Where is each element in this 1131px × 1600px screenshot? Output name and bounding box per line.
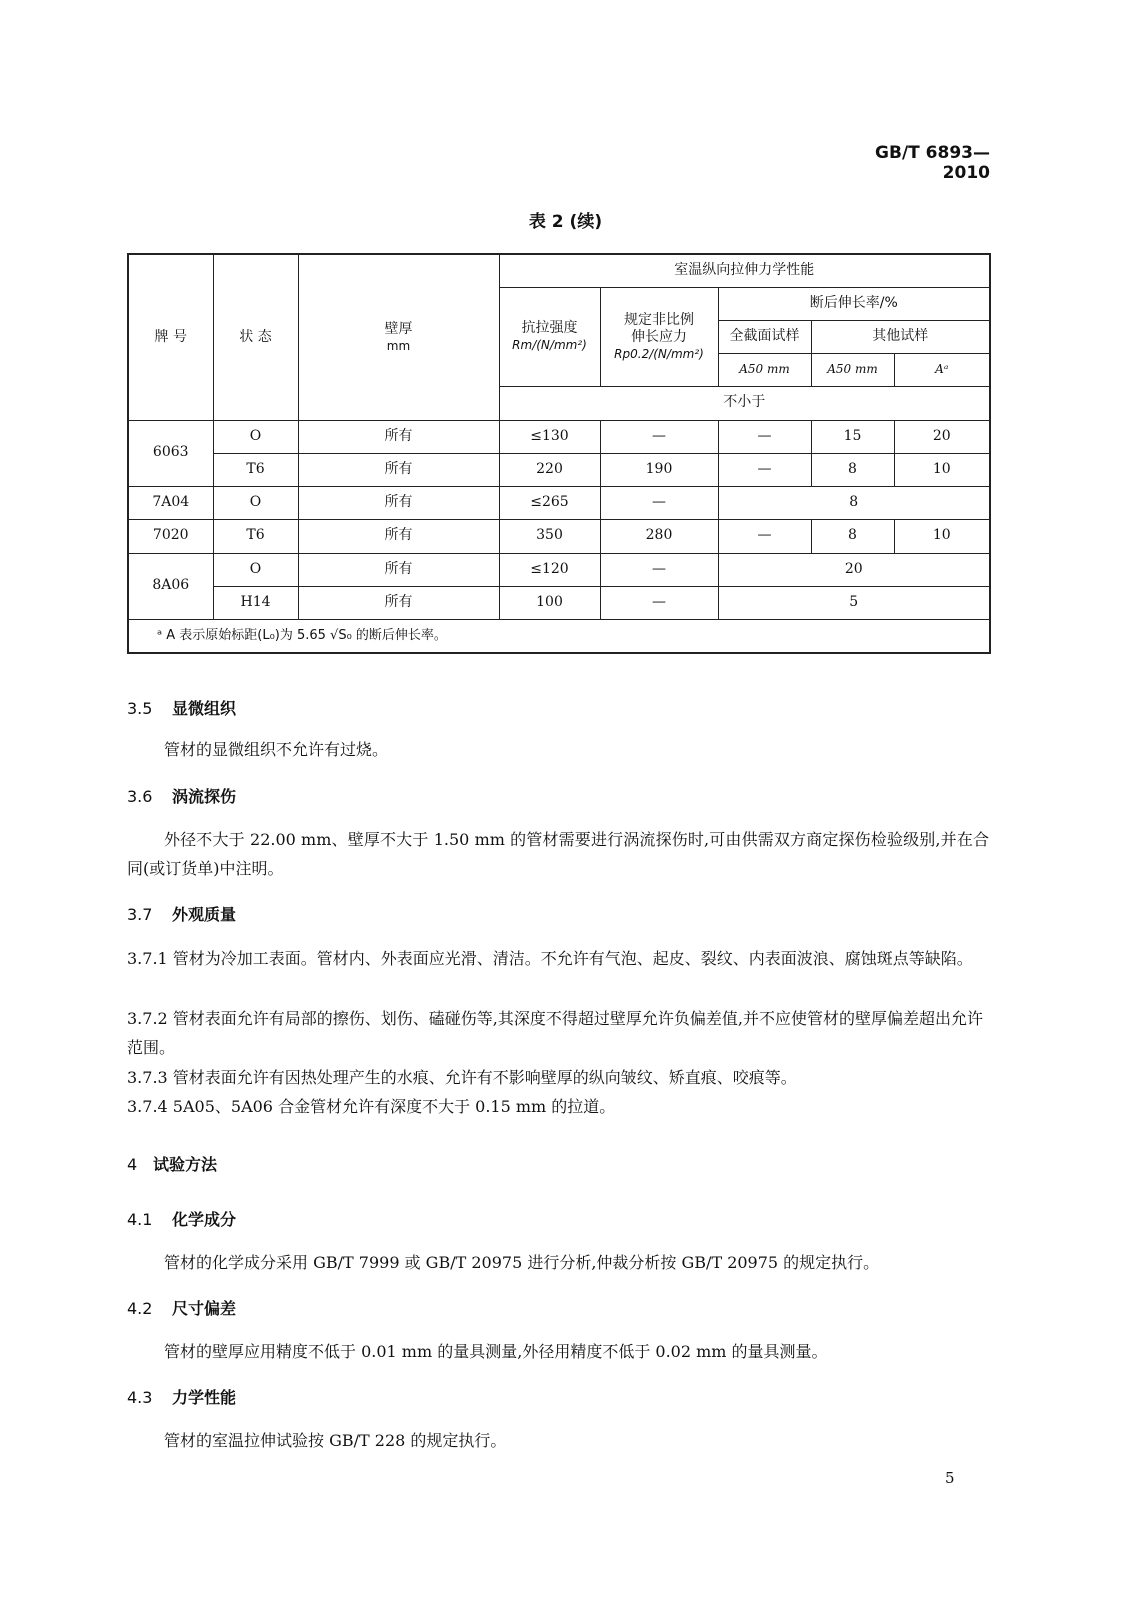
section-title: 力学性能 xyxy=(172,1388,237,1407)
table-row xyxy=(128,586,990,619)
section-3-7-4: 3.7.4 5A05、5A06 合金管材允许有深度不大于 0.15 mm 的拉道。 xyxy=(127,1097,616,1116)
section-4-3-text: 管材的室温拉伸试验按 GB/T 228 的规定执行。 xyxy=(164,1431,507,1450)
cell-state: H14 xyxy=(213,586,298,619)
section-4-heading xyxy=(127,1152,217,1175)
standard-code: GB/T 6893—2010 xyxy=(875,143,990,183)
cell-rp: — xyxy=(600,486,718,519)
cell-rp: — xyxy=(600,420,718,453)
section-number: 3.7 xyxy=(127,905,153,924)
header-yield-label-2: 伸长应力 xyxy=(631,329,687,345)
cell-a: 10 xyxy=(894,453,990,486)
section-title: 涡流探伤 xyxy=(172,787,237,806)
cell-a50-full: — xyxy=(718,420,811,453)
header-yield-unit: Rp0.2/(N/mm²) xyxy=(614,346,704,361)
section-title: 试验方法 xyxy=(153,1155,218,1174)
cell-rp: 280 xyxy=(600,519,718,553)
header-other-specimen: 其他试样 xyxy=(811,320,990,353)
mechanical-properties-table xyxy=(127,253,991,654)
header-thickness xyxy=(298,254,499,420)
cell-a50-full: — xyxy=(718,453,811,486)
header-tensile-label: 抗拉强度 xyxy=(521,320,578,337)
header-group: 室温纵向拉伸力学性能 xyxy=(499,254,990,287)
cell-elongation-merged: 20 xyxy=(718,553,990,586)
cell-grade: 7A04 xyxy=(128,486,213,519)
cell-state: O xyxy=(213,553,298,586)
cell-a50-other: 8 xyxy=(811,519,894,553)
cell-grade: 7020 xyxy=(128,519,213,553)
cell-state: O xyxy=(213,486,298,519)
table-row xyxy=(128,420,990,453)
section-number: 4.3 xyxy=(127,1388,153,1407)
page-number: 5 xyxy=(945,1469,955,1487)
header-elongation: 断后伸长率/% xyxy=(718,287,990,320)
header-state: 状 态 xyxy=(213,254,298,420)
header-grade: 牌 号 xyxy=(128,254,213,420)
cell-state: T6 xyxy=(213,453,298,486)
cell-rm: ≤130 xyxy=(499,420,600,453)
header-thickness-label: 壁厚 xyxy=(384,321,413,337)
header-yield-label-1: 规定非比例 xyxy=(624,311,694,328)
section-4-1-text: 管材的化学成分采用 GB/T 7999 或 GB/T 20975 进行分析,仲裁分析按 GB/T 20975 的规定执行。 xyxy=(164,1253,880,1272)
cell-rm: 350 xyxy=(499,519,600,553)
cell-grade: 6063 xyxy=(128,420,213,486)
cell-a: 20 xyxy=(894,420,990,453)
header-not-less: 不小于 xyxy=(499,386,990,420)
section-title: 外观质量 xyxy=(172,905,237,924)
cell-a50-full: — xyxy=(718,519,811,553)
cell-elongation-merged: 5 xyxy=(718,586,990,619)
table-row xyxy=(128,553,990,586)
section-3-5-text: 管材的显微组织不允许有过烧。 xyxy=(164,740,389,759)
section-3-5-heading xyxy=(127,696,236,719)
header-full-section: 全截面试样 xyxy=(718,320,811,353)
cell-grade: 8A06 xyxy=(128,553,213,619)
section-3-6-heading xyxy=(127,784,236,807)
cell-thickness: 所有 xyxy=(298,453,499,486)
section-title: 化学成分 xyxy=(172,1210,237,1229)
section-4-2-heading xyxy=(127,1296,236,1319)
header-a50-other: A50 mm xyxy=(811,353,894,386)
section-3-7-2: 3.7.2 管材表面允许有局部的擦伤、划伤、磕碰伤等,其深度不得超过壁厚允许负偏差值,并不应使管材的壁厚偏差超出允许范围。 xyxy=(127,1009,983,1057)
header-tensile xyxy=(499,287,600,386)
section-3-6-text: 外径不大于 22.00 mm、壁厚不大于 1.50 mm 的管材需要进行涡流探伤时,可由供需双方商定探伤检验级别,并在合同(或订货单)中注明。 xyxy=(127,830,989,878)
table-footnote: ᵃ A 表示原始标距(L₀)为 5.65 √S₀ 的断后伸长率。 xyxy=(128,619,990,653)
cell-state: O xyxy=(213,420,298,453)
section-4-3-heading xyxy=(127,1385,236,1408)
cell-a50-other: 8 xyxy=(811,453,894,486)
cell-thickness: 所有 xyxy=(298,486,499,519)
section-3-7-heading xyxy=(127,902,236,925)
section-number: 4.2 xyxy=(127,1299,153,1318)
section-3-7-1: 3.7.1 管材为冷加工表面。管材内、外表面应光滑、清洁。不允许有气泡、起皮、裂纹、内表面波浪、腐蚀斑点等缺陷。 xyxy=(127,949,973,968)
cell-thickness: 所有 xyxy=(298,420,499,453)
cell-thickness: 所有 xyxy=(298,553,499,586)
table-row xyxy=(128,486,990,519)
cell-rp: 190 xyxy=(600,453,718,486)
cell-thickness: 所有 xyxy=(298,586,499,619)
section-4-1-heading xyxy=(127,1207,236,1230)
cell-state: T6 xyxy=(213,519,298,553)
cell-a: 10 xyxy=(894,519,990,553)
section-title: 尺寸偏差 xyxy=(172,1299,237,1318)
header-yield xyxy=(600,287,718,386)
cell-rm: ≤265 xyxy=(499,486,600,519)
section-title: 显微组织 xyxy=(172,699,237,718)
section-3-7-3: 3.7.3 管材表面允许有因热处理产生的水痕、允许有不影响壁厚的纵向皱纹、矫直痕、咬痕等。 xyxy=(127,1068,797,1087)
header-a: Aᵃ xyxy=(894,353,990,386)
cell-rm: 100 xyxy=(499,586,600,619)
cell-rm: ≤120 xyxy=(499,553,600,586)
cell-rp: — xyxy=(600,553,718,586)
header-a50-full: A50 mm xyxy=(718,353,811,386)
section-number: 4.1 xyxy=(127,1210,153,1229)
table-title: 表 2 (续) xyxy=(528,212,603,232)
section-number: 3.6 xyxy=(127,787,153,806)
section-number: 4 xyxy=(127,1155,138,1174)
header-tensile-unit: Rm/(N/mm²) xyxy=(512,337,587,352)
cell-rp: — xyxy=(600,586,718,619)
section-4-2-text: 管材的壁厚应用精度不低于 0.01 mm 的量具测量,外径用精度不低于 0.02 mm 的量具测量。 xyxy=(164,1342,828,1361)
header-thickness-unit: mm xyxy=(386,338,411,353)
section-number: 3.5 xyxy=(127,699,153,718)
table-row xyxy=(128,453,990,486)
cell-elongation-merged: 8 xyxy=(718,486,990,519)
table-row xyxy=(128,519,990,553)
cell-a50-other: 15 xyxy=(811,420,894,453)
cell-rm: 220 xyxy=(499,453,600,486)
cell-thickness: 所有 xyxy=(298,519,499,553)
